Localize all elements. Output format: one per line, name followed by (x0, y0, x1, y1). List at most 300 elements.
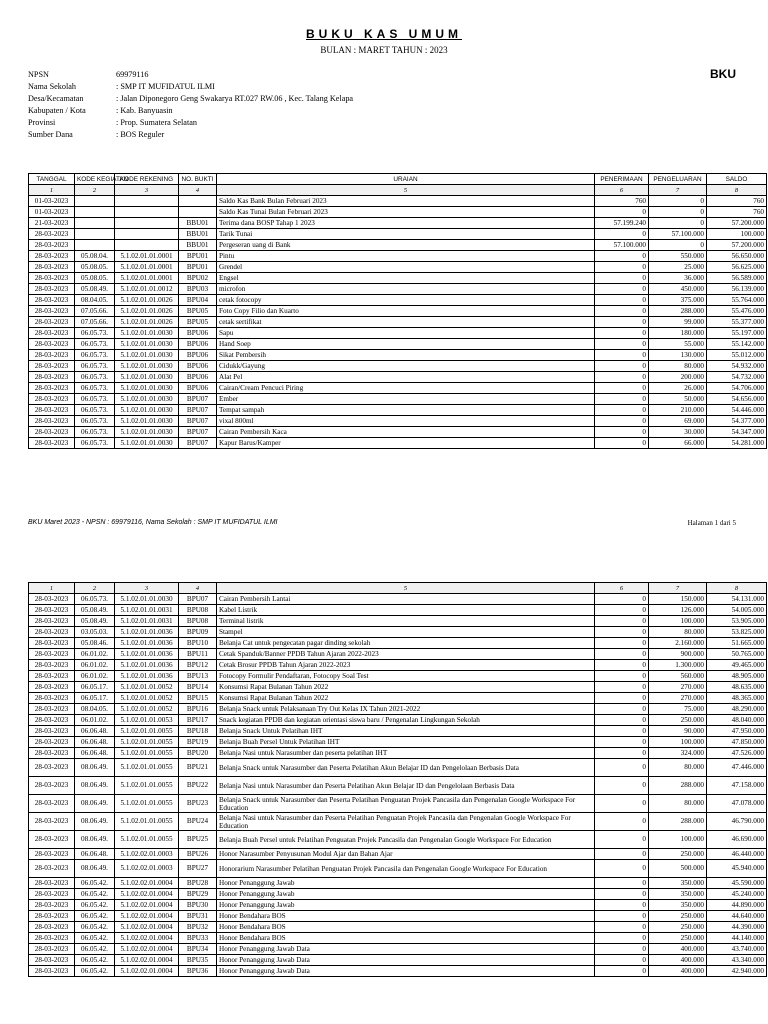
info-row (28, 129, 353, 141)
table-row (29, 317, 767, 328)
balance-cell: 47.158.000 (707, 777, 767, 795)
balance-cell: 100.000 (707, 229, 767, 240)
income-cell: 0 (595, 693, 649, 704)
income-cell: 0 (595, 284, 649, 295)
info-value: : Prop. Sumatera Selatan (116, 118, 197, 127)
column-number-row (29, 185, 767, 196)
balance-cell: 54.706.000 (707, 383, 767, 394)
description-cell: Cairan Pembersih Kaca (217, 427, 595, 438)
expense-cell: 250.000 (649, 911, 707, 922)
receipt-number-cell: BPU07 (179, 405, 217, 416)
account-code-cell: 5.1.02.01.01.0030 (115, 394, 179, 405)
account-code-cell: 5.1.02.01.01.0030 (115, 405, 179, 416)
balance-cell: 760 (707, 207, 767, 218)
school-info (28, 69, 353, 141)
description-cell: Konsumsi Rapat Bulanan Tahun 2022 (217, 693, 595, 704)
balance-cell: 46.690.000 (707, 831, 767, 849)
account-code-cell: 5.1.02.01.01.0055 (115, 737, 179, 748)
date-cell: 28-03-2023 (29, 693, 75, 704)
info-label: NPSN (28, 70, 49, 79)
table-row (29, 715, 767, 726)
footer-text: BKU Maret 2023 - NPSN : 69979116, Nama Sekolah : SMP IT MUFIDATUL ILMI (28, 519, 278, 526)
account-code-cell: 5.1.02.01.01.0036 (115, 660, 179, 671)
activity-code-cell: 06.05.73. (75, 394, 115, 405)
description-cell: Konsumsi Rapat Bulanan Tahun 2022 (217, 682, 595, 693)
description-cell: Tarik Tunai (217, 229, 595, 240)
header-cell: PENERIMAAN (595, 174, 649, 185)
balance-cell: 42.940.000 (707, 966, 767, 977)
activity-code-cell: 08.04.05. (75, 704, 115, 715)
income-cell: 0 (595, 616, 649, 627)
activity-code-cell (75, 218, 115, 229)
column-number: 5 (217, 583, 595, 594)
table-row (29, 207, 767, 218)
account-code-cell: 5.1.02.02.01.0004 (115, 900, 179, 911)
date-cell: 28-03-2023 (29, 394, 75, 405)
receipt-number-cell: BPU27 (179, 860, 217, 878)
info-row (28, 117, 353, 129)
account-code-cell: 5.1.02.01.01.0001 (115, 262, 179, 273)
description-cell: Belanja Snack Untuk Pelatihan IHT (217, 726, 595, 737)
activity-code-cell: 07.05.66. (75, 306, 115, 317)
balance-cell: 55.012.000 (707, 350, 767, 361)
account-code-cell: 5.1.02.01.01.0030 (115, 416, 179, 427)
activity-code-cell: 06.06.48. (75, 748, 115, 759)
table-row (29, 795, 767, 813)
expense-cell: 400.000 (649, 955, 707, 966)
income-cell: 0 (595, 251, 649, 262)
date-cell: 28-03-2023 (29, 860, 75, 878)
expense-cell: 400.000 (649, 944, 707, 955)
expense-cell: 550.000 (649, 251, 707, 262)
activity-code-cell: 06.05.73. (75, 383, 115, 394)
account-code-cell: 5.1.02.01.01.0001 (115, 251, 179, 262)
account-code-cell: 5.1.02.01.01.0055 (115, 748, 179, 759)
date-cell: 28-03-2023 (29, 638, 75, 649)
description-cell: Tempat sampah (217, 405, 595, 416)
balance-cell: 48.365.000 (707, 693, 767, 704)
balance-cell: 55.142.000 (707, 339, 767, 350)
table-row (29, 638, 767, 649)
table-row (29, 328, 767, 339)
account-code-cell: 5.1.02.01.01.0036 (115, 627, 179, 638)
activity-code-cell: 08.06.49. (75, 860, 115, 878)
income-cell: 0 (595, 627, 649, 638)
balance-cell: 56.625.000 (707, 262, 767, 273)
activity-code-cell (75, 240, 115, 251)
date-cell: 21-03-2023 (29, 218, 75, 229)
expense-cell: 180.000 (649, 328, 707, 339)
income-cell: 0 (595, 229, 649, 240)
description-cell: Terima dana BOSP Tahap 1 2023 (217, 218, 595, 229)
activity-code-cell: 08.06.49. (75, 813, 115, 831)
income-cell: 0 (595, 438, 649, 449)
column-number: 7 (649, 583, 707, 594)
balance-cell: 48.635.000 (707, 682, 767, 693)
income-cell: 0 (595, 849, 649, 860)
date-cell: 28-03-2023 (29, 361, 75, 372)
header-cell: KODE KEGIATAN (75, 174, 115, 185)
expense-cell: 69.000 (649, 416, 707, 427)
activity-code-cell: 06.05.73. (75, 372, 115, 383)
balance-cell: 48.040.000 (707, 715, 767, 726)
expense-cell: 400.000 (649, 966, 707, 977)
expense-cell: 0 (649, 196, 707, 207)
info-value: : SMP IT MUFIDATUL ILMI (116, 82, 215, 91)
date-cell: 28-03-2023 (29, 383, 75, 394)
expense-cell: 288.000 (649, 777, 707, 795)
date-cell: 28-03-2023 (29, 777, 75, 795)
table-row (29, 966, 767, 977)
activity-code-cell: 06.05.42. (75, 889, 115, 900)
activity-code-cell: 06.05.73. (75, 427, 115, 438)
receipt-number-cell: BPU23 (179, 795, 217, 813)
document-title: BUKU KAS UMUM (306, 27, 462, 41)
date-cell: 28-03-2023 (29, 328, 75, 339)
table-row (29, 273, 767, 284)
receipt-number-cell: BPU08 (179, 605, 217, 616)
receipt-number-cell: BPU03 (179, 284, 217, 295)
activity-code-cell: 06.05.73. (75, 339, 115, 350)
activity-code-cell: 08.06.49. (75, 759, 115, 777)
date-cell: 28-03-2023 (29, 649, 75, 660)
receipt-number-cell: BPU08 (179, 616, 217, 627)
description-cell: cetak sertifikat (217, 317, 595, 328)
date-cell: 28-03-2023 (29, 438, 75, 449)
receipt-number-cell: BPU10 (179, 638, 217, 649)
description-cell: Alat Pel (217, 372, 595, 383)
date-cell: 28-03-2023 (29, 737, 75, 748)
income-cell: 0 (595, 933, 649, 944)
account-code-cell: 5.1.02.02.01.0003 (115, 860, 179, 878)
description-cell: cetak fotocopy (217, 295, 595, 306)
expense-cell: 100.000 (649, 831, 707, 849)
income-cell: 0 (595, 383, 649, 394)
column-number: 3 (115, 583, 179, 594)
table-row (29, 944, 767, 955)
info-row (28, 81, 353, 93)
receipt-number-cell: BPU09 (179, 627, 217, 638)
description-cell: Honor Penanggung Jawab Data (217, 966, 595, 977)
page-number: Halaman 1 dari 5 (687, 519, 736, 527)
activity-code-cell: 06.05.73. (75, 328, 115, 339)
info-label: Nama Sekolah (28, 82, 76, 91)
date-cell: 01-03-2023 (29, 196, 75, 207)
income-cell: 0 (595, 317, 649, 328)
income-cell: 0 (595, 207, 649, 218)
bku-label: BKU (710, 67, 736, 81)
description-cell: Pintu (217, 251, 595, 262)
balance-cell: 55.476.000 (707, 306, 767, 317)
info-label: Sumber Dana (28, 130, 73, 139)
expense-cell: 0 (649, 218, 707, 229)
account-code-cell: 5.1.02.02.01.0003 (115, 849, 179, 860)
description-cell: Honor Penanggung Jawab (217, 878, 595, 889)
table-row (29, 361, 767, 372)
income-cell: 0 (595, 594, 649, 605)
column-number-row (29, 583, 767, 594)
account-code-cell: 5.1.02.01.01.0052 (115, 693, 179, 704)
description-cell: Pergeseran uang di Bank (217, 240, 595, 251)
balance-cell: 46.440.000 (707, 849, 767, 860)
income-cell: 0 (595, 405, 649, 416)
activity-code-cell: 06.06.48. (75, 726, 115, 737)
account-code-cell: 5.1.02.01.01.0055 (115, 813, 179, 831)
activity-code-cell: 05.08.49. (75, 284, 115, 295)
expense-cell: 26.000 (649, 383, 707, 394)
balance-cell: 54.656.000 (707, 394, 767, 405)
balance-cell: 57.200.000 (707, 240, 767, 251)
description-cell: Cetak Spanduk/Banner PPDB Tahun Ajaran 2022-2023 (217, 649, 595, 660)
info-row (28, 69, 353, 81)
receipt-number-cell: BPU26 (179, 849, 217, 860)
balance-cell: 760 (707, 196, 767, 207)
column-number: 8 (707, 583, 767, 594)
receipt-number-cell: BPU24 (179, 813, 217, 831)
table-row (29, 372, 767, 383)
description-cell: Kapur Barus/Kamper (217, 438, 595, 449)
info-label: Provinsi (28, 118, 56, 127)
activity-code-cell: 06.05.42. (75, 955, 115, 966)
account-code-cell: 5.1.02.02.01.0004 (115, 966, 179, 977)
account-code-cell: 5.1.02.01.01.0026 (115, 317, 179, 328)
description-cell: Honor Bendahara BOS (217, 911, 595, 922)
receipt-number-cell: BPU06 (179, 383, 217, 394)
table-row (29, 726, 767, 737)
activity-code-cell: 06.05.17. (75, 682, 115, 693)
expense-cell: 90.000 (649, 726, 707, 737)
table-row (29, 900, 767, 911)
receipt-number-cell: BPU30 (179, 900, 217, 911)
activity-code-cell: 06.05.73. (75, 405, 115, 416)
account-code-cell: 5.1.02.01.01.0031 (115, 605, 179, 616)
description-cell: Fotocopy Formulir Pendaftaran, Fotocopy Soal Test (217, 671, 595, 682)
table-row (29, 922, 767, 933)
activity-code-cell: 06.05.42. (75, 966, 115, 977)
header-cell: TANGGAL (29, 174, 75, 185)
expense-cell: 80.000 (649, 759, 707, 777)
date-cell: 28-03-2023 (29, 878, 75, 889)
info-value: : Jalan Diponegoro Geng Swakarya RT.027 RW.06 , Kec. Talang Kelapa (116, 94, 354, 103)
date-cell: 28-03-2023 (29, 715, 75, 726)
expense-cell: 270.000 (649, 693, 707, 704)
description-cell: Ember (217, 394, 595, 405)
description-cell: Snack kegiatan PPDB dan kegiatan orientasi siswa baru / Pengenalan Lingkungan Sekolah (217, 715, 595, 726)
receipt-number-cell: BPU06 (179, 350, 217, 361)
info-label: Desa/Kecamatan (28, 94, 84, 103)
description-cell: Stampel (217, 627, 595, 638)
receipt-number-cell: BPU02 (179, 273, 217, 284)
expense-cell: 100.000 (649, 737, 707, 748)
receipt-number-cell: BPU15 (179, 693, 217, 704)
activity-code-cell: 05.08.05. (75, 273, 115, 284)
account-code-cell (115, 207, 179, 218)
account-code-cell: 5.1.02.01.01.0030 (115, 350, 179, 361)
date-cell: 28-03-2023 (29, 594, 75, 605)
expense-cell: 350.000 (649, 878, 707, 889)
receipt-number-cell: BPU33 (179, 933, 217, 944)
expense-cell: 900.000 (649, 649, 707, 660)
column-number: 4 (179, 583, 217, 594)
receipt-number-cell: BPU34 (179, 944, 217, 955)
receipt-number-cell: BPU36 (179, 966, 217, 977)
account-code-cell: 5.1.02.02.01.0004 (115, 889, 179, 900)
expense-cell: 288.000 (649, 813, 707, 831)
receipt-number-cell: BPU06 (179, 372, 217, 383)
account-code-cell: 5.1.02.01.01.0030 (115, 383, 179, 394)
expense-cell: 210.000 (649, 405, 707, 416)
date-cell: 28-03-2023 (29, 339, 75, 350)
description-cell: Sikat Pembersih (217, 350, 595, 361)
balance-cell: 48.905.000 (707, 671, 767, 682)
expense-cell: 100.000 (649, 616, 707, 627)
expense-cell: 1.300.000 (649, 660, 707, 671)
table-row (29, 383, 767, 394)
account-code-cell: 5.1.02.01.01.0055 (115, 831, 179, 849)
expense-cell: 250.000 (649, 849, 707, 860)
activity-code-cell: 05.08.49. (75, 605, 115, 616)
account-code-cell: 5.1.02.02.01.0004 (115, 878, 179, 889)
receipt-number-cell: BPU01 (179, 262, 217, 273)
expense-cell: 80.000 (649, 627, 707, 638)
account-code-cell: 5.1.02.01.01.0030 (115, 594, 179, 605)
balance-cell: 44.640.000 (707, 911, 767, 922)
account-code-cell: 5.1.02.01.01.0030 (115, 328, 179, 339)
date-cell: 28-03-2023 (29, 660, 75, 671)
date-cell: 28-03-2023 (29, 955, 75, 966)
table-row (29, 813, 767, 831)
balance-cell: 54.446.000 (707, 405, 767, 416)
income-cell: 0 (595, 306, 649, 317)
account-code-cell: 5.1.02.01.01.0030 (115, 438, 179, 449)
receipt-number-cell: BPU05 (179, 306, 217, 317)
activity-code-cell: 08.06.49. (75, 777, 115, 795)
income-cell: 0 (595, 911, 649, 922)
account-code-cell: 5.1.02.02.01.0004 (115, 922, 179, 933)
date-cell: 28-03-2023 (29, 944, 75, 955)
date-cell: 28-03-2023 (29, 251, 75, 262)
account-code-cell: 5.1.02.01.01.0036 (115, 649, 179, 660)
expense-cell: 130.000 (649, 350, 707, 361)
receipt-number-cell: BPU13 (179, 671, 217, 682)
date-cell: 28-03-2023 (29, 284, 75, 295)
activity-code-cell: 06.01.02. (75, 715, 115, 726)
table-row (29, 737, 767, 748)
receipt-number-cell: BPU07 (179, 416, 217, 427)
date-cell: 28-03-2023 (29, 748, 75, 759)
balance-cell: 46.790.000 (707, 813, 767, 831)
description-cell: Cairan/Cream Pencuci Piring (217, 383, 595, 394)
table-row (29, 616, 767, 627)
description-cell: Honor Narasumber Penyusunan Modul Ajar dan Bahan Ajar (217, 849, 595, 860)
column-number: 4 (179, 185, 217, 196)
balance-cell: 54.377.000 (707, 416, 767, 427)
expense-cell: 200.000 (649, 372, 707, 383)
receipt-number-cell: BPU19 (179, 737, 217, 748)
expense-cell: 500.000 (649, 860, 707, 878)
date-cell: 28-03-2023 (29, 627, 75, 638)
balance-cell: 53.905.000 (707, 616, 767, 627)
activity-code-cell: 05.08.46. (75, 638, 115, 649)
receipt-number-cell (179, 207, 217, 218)
table-header-row (29, 174, 767, 185)
column-number: 6 (595, 185, 649, 196)
balance-cell: 49.465.000 (707, 660, 767, 671)
table-row (29, 196, 767, 207)
balance-cell: 55.764.000 (707, 295, 767, 306)
ledger-table-page-1 (28, 173, 767, 449)
column-number: 3 (115, 185, 179, 196)
income-cell: 0 (595, 726, 649, 737)
account-code-cell: 5.1.02.01.01.0030 (115, 427, 179, 438)
income-cell: 0 (595, 394, 649, 405)
income-cell: 0 (595, 737, 649, 748)
account-code-cell: 5.1.02.02.01.0004 (115, 933, 179, 944)
table-row (29, 660, 767, 671)
balance-cell: 50.765.000 (707, 649, 767, 660)
activity-code-cell: 06.05.42. (75, 933, 115, 944)
description-cell: Honor Bendahara BOS (217, 922, 595, 933)
receipt-number-cell: BPU21 (179, 759, 217, 777)
income-cell: 0 (595, 860, 649, 878)
balance-cell: 55.197.000 (707, 328, 767, 339)
balance-cell: 54.005.000 (707, 605, 767, 616)
date-cell: 28-03-2023 (29, 262, 75, 273)
balance-cell: 54.347.000 (707, 427, 767, 438)
income-cell: 0 (595, 350, 649, 361)
description-cell: microfon (217, 284, 595, 295)
document-subtitle: BULAN : MARET TAHUN : 2023 (320, 45, 448, 55)
balance-cell: 45.590.000 (707, 878, 767, 889)
income-cell: 0 (595, 966, 649, 977)
activity-code-cell: 06.05.42. (75, 922, 115, 933)
expense-cell: 57.100.000 (649, 229, 707, 240)
activity-code-cell: 06.05.42. (75, 911, 115, 922)
receipt-number-cell: BPU17 (179, 715, 217, 726)
receipt-number-cell: BBU01 (179, 229, 217, 240)
description-cell: Honor Penanggung Jawab Data (217, 944, 595, 955)
table-row (29, 594, 767, 605)
account-code-cell: 5.1.02.01.01.0055 (115, 777, 179, 795)
account-code-cell (115, 196, 179, 207)
description-cell: Terminal listrik (217, 616, 595, 627)
date-cell: 28-03-2023 (29, 605, 75, 616)
balance-cell: 54.932.000 (707, 361, 767, 372)
account-code-cell: 5.1.02.01.01.0052 (115, 704, 179, 715)
description-cell: Engsel (217, 273, 595, 284)
description-cell: Belanja Snack untuk Narasumber dan Peserta Pelatihan Penguatan Projek Pancasila dan Pengenalan Google Workspace For Education (217, 795, 595, 813)
balance-cell: 55.377.000 (707, 317, 767, 328)
date-cell: 28-03-2023 (29, 682, 75, 693)
income-cell: 0 (595, 777, 649, 795)
receipt-number-cell: BPU22 (179, 777, 217, 795)
activity-code-cell: 06.06.48. (75, 737, 115, 748)
account-code-cell (115, 240, 179, 251)
table-row (29, 605, 767, 616)
activity-code-cell: 06.05.42. (75, 944, 115, 955)
table-row (29, 878, 767, 889)
table-row (29, 405, 767, 416)
income-cell: 0 (595, 427, 649, 438)
balance-cell: 56.650.000 (707, 251, 767, 262)
income-cell: 0 (595, 361, 649, 372)
income-cell: 0 (595, 372, 649, 383)
balance-cell: 47.950.000 (707, 726, 767, 737)
description-cell: Honor Penanggung Jawab (217, 900, 595, 911)
header-cell: NO. BUKTI (179, 174, 217, 185)
activity-code-cell: 06.05.42. (75, 878, 115, 889)
date-cell: 28-03-2023 (29, 795, 75, 813)
